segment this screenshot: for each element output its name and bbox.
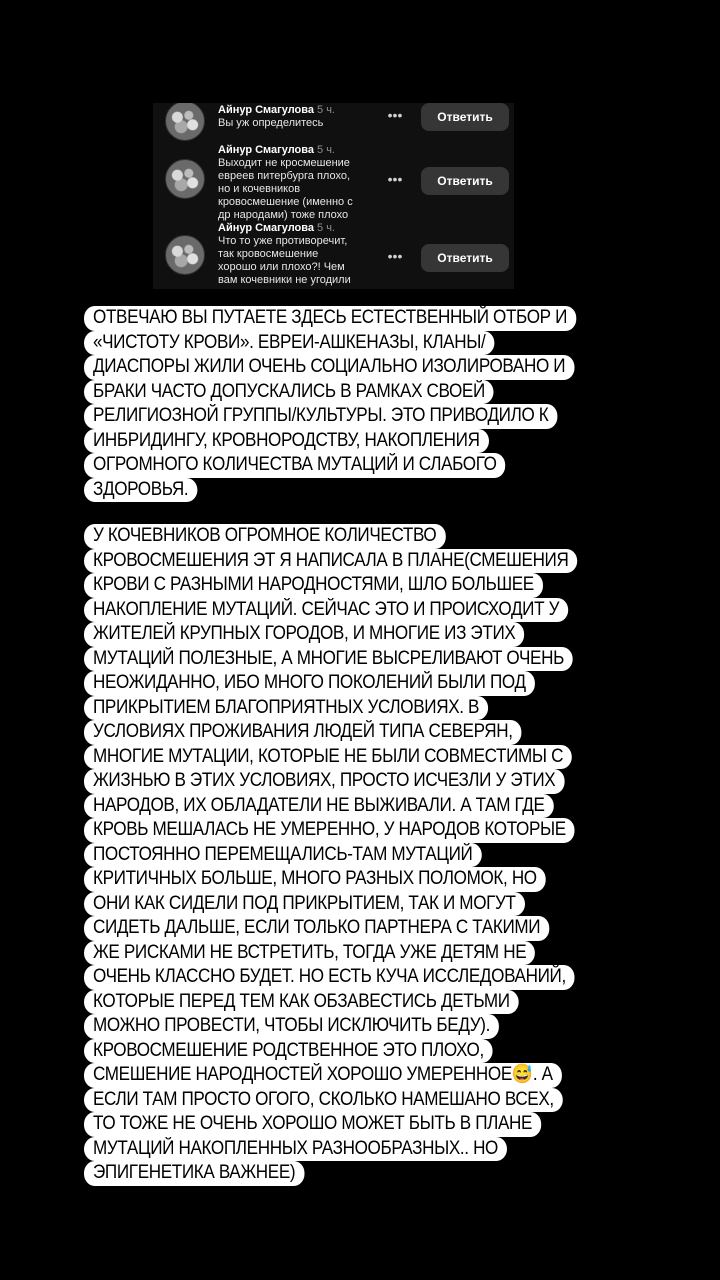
story-text-block-1 [84, 306, 640, 502]
story-text-line: РЕЛИГИОЗНОЙ ГРУППЫ/КУЛЬТУРЫ. ЭТО ПРИВОДИЛО К [84, 404, 557, 429]
avatar[interactable] [165, 103, 205, 141]
story-text-line: СМЕШЕНИЕ НАРОДНОСТЕЙ ХОРОШО УМЕРЕННОЕ😅. А [84, 1063, 562, 1088]
reply-button[interactable]: Ответить [421, 244, 509, 272]
story-text-line: КРИТИЧНЫХ БОЛЬШЕ, МНОГО РАЗНЫХ ПОЛОМОК, НО [84, 867, 546, 892]
story-text-line: ТО ТОЖЕ НЕ ОЧЕНЬ ХОРОШО МОЖЕТ БЫТЬ В ПЛАНЕ [84, 1112, 541, 1137]
reply-button[interactable]: Ответить [421, 103, 509, 131]
comment-author[interactable]: Айнур Смагулова [218, 104, 315, 116]
comment-header [218, 104, 368, 117]
story-text-line: НАРОДОВ, ИХ ОБЛАДАТЕЛИ НЕ ВЫЖИВАЛИ. А ТАМ ГДЕ [84, 794, 554, 819]
story-text-line: ДИАСПОРЫ ЖИЛИ ОЧЕНЬ СОЦИАЛЬНО ИЗОЛИРОВАНО И [84, 355, 574, 380]
story-text-line: КРОВЬ МЕШАЛАСЬ НЕ УМЕРЕННО, У НАРОДОВ КОТОРЫЕ [84, 818, 575, 843]
story-text-line: ЖИТЕЛЕЙ КРУПНЫХ ГОРОДОВ, И МНОГИЕ ИЗ ЭТИХ [84, 622, 524, 647]
story-text-line: ПОСТОЯННО ПЕРЕМЕЩАЛИСЬ-ТАМ МУТАЦИЙ [84, 843, 481, 868]
story-text-line: НАКОПЛЕНИЕ МУТАЦИЙ. СЕЙЧАС ЭТО И ПРОИСХОДИТ У [84, 598, 568, 623]
more-options-icon[interactable]: ••• [387, 171, 403, 187]
story-text-line: МОЖНО ПРОВЕСТИ, ЧТОБЫ ИСКЛЮЧИТЬ БЕДУ). [84, 1014, 499, 1039]
comment-text: Что то уже противоречит, так кровосмешение хорошо или плохо?! Чем вам кочевники не угодили [218, 235, 351, 286]
story-text-line: ОНИ КАК СИДЕЛИ ПОД ПРИКРЫТИЕМ, ТАК И МОГУТ [84, 892, 525, 917]
story-text-line: ЭПИГЕНЕТИКА ВАЖНЕЕ) [84, 1161, 304, 1186]
story-text-line: ОЧЕНЬ КЛАССНО БУДЕТ. НО ЕСТЬ КУЧА ИССЛЕДОВАНИЙ, [84, 965, 575, 990]
story-text-line: ЗДОРОВЬЯ. [84, 478, 197, 503]
story-text-line: НЕОЖИДАННО, ИБО МНОГО ПОКОЛЕНИЙ БЫЛИ ПОД [84, 671, 535, 696]
comments-screenshot [153, 103, 514, 289]
story-text-line: СИДЕТЬ ДАЛЬШЕ, ЕСЛИ ТОЛЬКО ПАРТНЕРА С ТАКИМИ [84, 916, 549, 941]
story-text-line: ЖИЗНЬЮ В ЭТИХ УСЛОВИЯХ, ПРОСТО ИСЧЕЗЛИ У ЭТИХ [84, 769, 564, 794]
comment-time: 5 ч. [317, 144, 335, 156]
avatar[interactable] [165, 235, 205, 275]
more-options-icon[interactable]: ••• [387, 248, 403, 264]
story-text-line: ИНБРИДИНГУ, КРОВНОРОДСТВУ, НАКОПЛЕНИЯ [84, 429, 489, 454]
comment-text: Вы уж определитесь [218, 117, 324, 129]
story-text-line: МУТАЦИЙ НАКОПЛЕННЫХ РАЗНООБРАЗНЫХ.. НО [84, 1137, 507, 1162]
story-text-line: МНОГИЕ МУТАЦИИ, КОТОРЫЕ НЕ БЫЛИ СОВМЕСТИМЫ С [84, 745, 572, 770]
story-text-line: ЖЕ РИСКАМИ НЕ ВСТРЕТИТЬ, ТОГДА УЖЕ ДЕТЯМ НЕ [84, 941, 535, 966]
story-text-line: У КОЧЕВНИКОВ ОГРОМНОЕ КОЛИЧЕСТВО [84, 524, 445, 549]
reply-button[interactable]: Ответить [421, 167, 509, 195]
story-text-line: «ЧИСТОТУ КРОВИ». ЕВРЕИ-АШКЕНАЗЫ, КЛАНЫ/ [84, 331, 494, 356]
more-options-icon[interactable]: ••• [387, 107, 403, 123]
story-text-line: ПРИКРЫТИЕМ БЛАГОПРИЯТНЫХ УСЛОВИЯХ. В [84, 696, 488, 721]
story-text-line: УСЛОВИЯХ ПРОЖИВАНИЯ ЛЮДЕЙ ТИПА СЕВЕРЯН, [84, 720, 522, 745]
comment-body [218, 222, 368, 287]
story-text-line: МУТАЦИЙ ПОЛЕЗНЫЕ, А МНОГИЕ ВЫСРЕЛИВАЮТ ОЧЕНЬ [84, 647, 573, 672]
comment-body [218, 104, 368, 130]
comment-header [218, 222, 368, 235]
comment-author[interactable]: Айнур Смагулова [218, 144, 315, 156]
story-text-line: КРОВОСМЕШЕНИЯ ЭТ Я НАПИСАЛА В ПЛАНЕ(СМЕШЕНИЯ [84, 549, 577, 574]
story-text-line: КОТОРЫЕ ПЕРЕД ТЕМ КАК ОБЗАВЕСТИСЬ ДЕТЬМИ [84, 990, 519, 1015]
comment-author[interactable]: Айнур Смагулова [218, 222, 315, 234]
comment-text: Выходит не кросмешение евреев питербурга плохо, но и кочевников кровосмешение (именно с др народами) тоже плохо [218, 157, 353, 221]
story-text-line: ЕСЛИ ТАМ ПРОСТО ОГОГО, СКОЛЬКО НАМЕШАНО ВСЕХ, [84, 1088, 563, 1113]
story-text-line: БРАКИ ЧАСТО ДОПУСКАЛИСЬ В РАМКАХ СВОЕЙ [84, 380, 494, 405]
story-text-line: КРОВИ С РАЗНЫМИ НАРОДНОСТЯМИ, ШЛО БОЛЬШЕЕ [84, 573, 543, 598]
comment-time: 5 ч. [317, 104, 335, 116]
comment-body [218, 144, 368, 221]
story-text-line: ОГРОМНОГО КОЛИЧЕСТВА МУТАЦИЙ И СЛАБОГО [84, 453, 506, 478]
story-text-line: КРОВОСМЕШЕНИЕ РОДСТВЕННОЕ ЭТО ПЛОХО, [84, 1039, 493, 1064]
story-text-block-2 [84, 524, 640, 1186]
story-text-line: ОТВЕЧАЮ ВЫ ПУТАЕТЕ ЗДЕСЬ ЕСТЕСТВЕННЫЙ ОТБОР И [84, 306, 576, 331]
avatar[interactable] [165, 159, 205, 199]
comment-time: 5 ч. [317, 222, 335, 234]
comment-header [218, 144, 368, 157]
